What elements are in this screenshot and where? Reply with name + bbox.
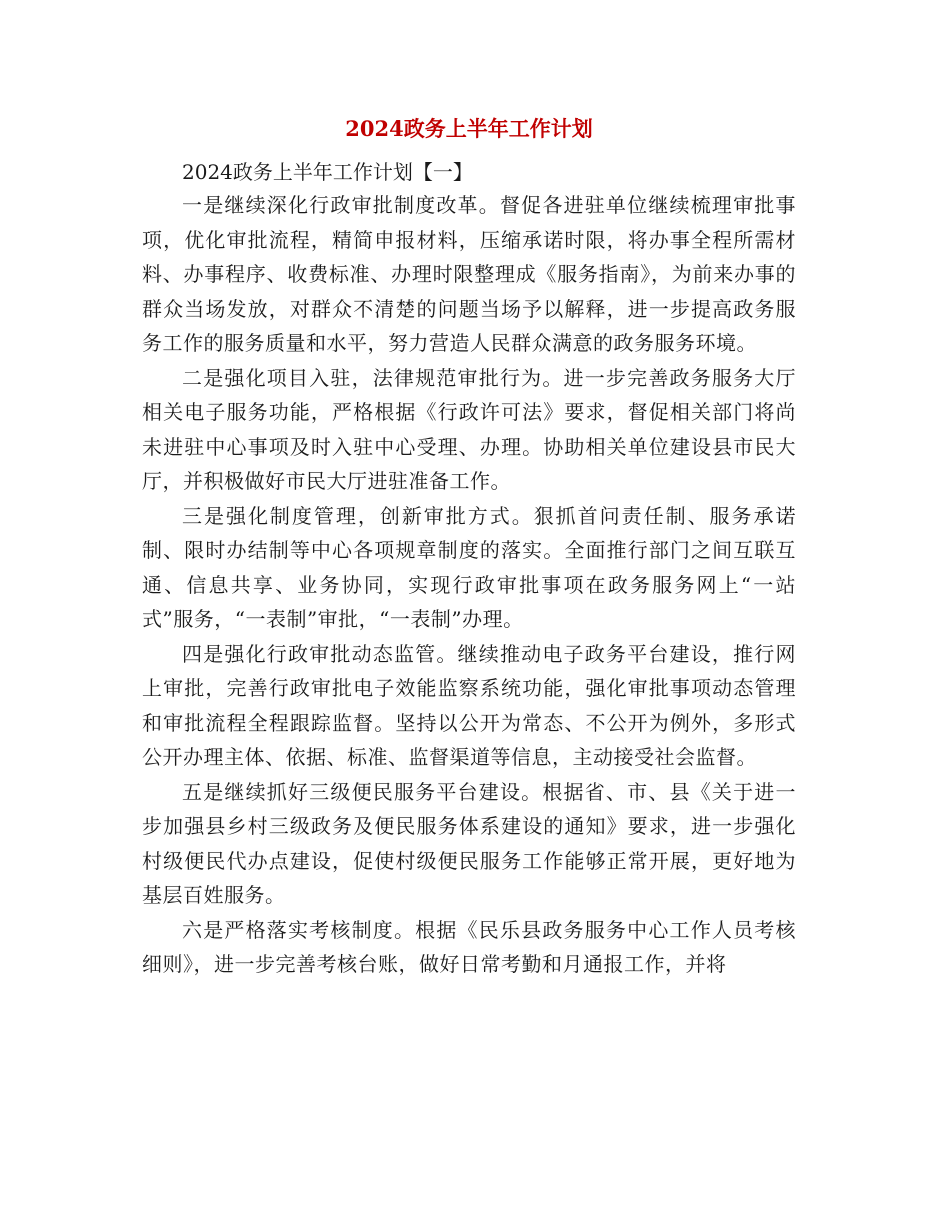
- paragraph-6: 六是严格落实考核制度。根据《民乐县政务服务中心工作人员考核细则》，进一步完善考核台账，做好日常考勤和月通报工作，并将: [142, 917, 796, 976]
- section-subtitle: 2024政务上半年工作计划【一】: [182, 160, 473, 184]
- document-title: 2024政务上半年工作计划: [345, 116, 593, 141]
- paragraph-4: 四是强化行政审批动态监管。继续推动电子政务平台建设，推行网上审批，完善行政审批电子效能监察系统功能，强化审批事项动态管理和审批流程全程跟踪监督。坚持以公开为常态、不公开为例外，多形式公开办理主体、依据、标准、监督渠道等信息，主动接受社会监督。: [142, 641, 796, 769]
- paragraph-5: 五是继续抓好三级便民服务平台建设。根据省、市、县《关于进一步加强县乡村三级政务及便民服务体系建设的通知》要求，进一步强化村级便民代办点建设，促使村级便民服务工作能够正常开展，更好地为基层百姓服务。: [142, 779, 796, 907]
- paragraph-3: 三是强化制度管理，创新审批方式。狠抓首问责任制、服务承诺制、限时办结制等中心各项规章制度的落实。全面推行部门之间互联互通、信息共享、业务协同，实现行政审批事项在政务服务网上“一站式”服务，“一表制”审批，“一表制”办理。: [142, 503, 796, 631]
- document-page: [142, 112, 796, 982]
- paragraph-2: 二是强化项目入驻，法律规范审批行为。进一步完善政务服务大厅相关电子服务功能，严格根据《行政许可法》要求，督促相关部门将尚未进驻中心事项及时入驻中心受理、办理。协助相关单位建设县市民大厅，并积极做好市民大厅进驻准备工作。: [142, 365, 796, 493]
- paragraph-1: 一是继续深化行政审批制度改革。督促各进驻单位继续梳理审批事项，优化审批流程，精简申报材料，压缩承诺时限，将办事全程所需材料、办事程序、收费标准、办理时限整理成《服务指南》，为前来办事的群众当场发放，对群众不清楚的问题当场予以解释，进一步提高政务服务工作的服务质量和水平，努力营造人民群众满意的政务服务环境。: [142, 193, 796, 355]
